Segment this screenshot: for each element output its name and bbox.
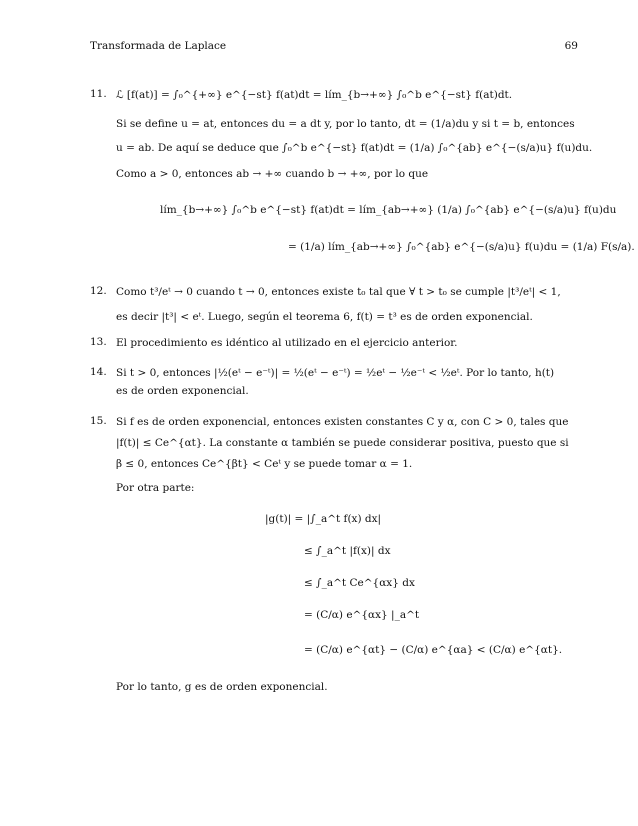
page-number: 69 (564, 40, 578, 52)
formula-line: = (C/α) e^{αx} |_a^t (304, 609, 420, 621)
text-line: es decir |t³| < eᵗ. Luego, según el teorema 6, f(t) = t³ es de orden exponencial. (116, 311, 533, 323)
text-line: es de orden exponencial. (116, 385, 249, 397)
formula-line: ≤ ∫_a^t Ce^{αx} dx (304, 577, 415, 589)
item-number: 14. (90, 366, 107, 378)
formula-line: ℒ [f(at)] = ∫₀^{+∞} e^{−st} f(at)dt = lím_{b→+∞} ∫₀^b e^{−st} f(at)dt. (116, 89, 513, 101)
text-line: Como t³/eᵗ → 0 cuando t → 0, entonces existe t₀ tal que ∀ t > t₀ se cumple |t³/eᵗ| < 1, (116, 286, 561, 298)
item-number: 15. (90, 415, 107, 427)
formula-line: ≤ ∫_a^t |f(x)| dx (304, 545, 391, 557)
text-line: Si f es de orden exponencial, entonces existen constantes C y α, con C > 0, tales que (116, 416, 569, 428)
text-line: Si t > 0, entonces |½(eᵗ − e⁻ᵗ)| = ½(eᵗ − e⁻ᵗ) = ½eᵗ − ½e⁻ᵗ < ½eᵗ. Por lo tanto, h(t) (116, 367, 555, 379)
item-number: 11. (90, 88, 107, 100)
text-line: β ≤ 0, entonces Ce^{βt} < Ceᵗ y se puede tomar α = 1. (116, 458, 413, 470)
item-number: 13. (90, 336, 107, 348)
text-line: Como a > 0, entonces ab → +∞ cuando b → +∞, por lo que (116, 168, 429, 180)
formula-line: = (C/α) e^{αt} − (C/α) e^{αa} < (C/α) e^{αt}. (304, 644, 563, 656)
formula-line: lím_{b→+∞} ∫₀^b e^{−st} f(at)dt = lím_{ab→+∞} (1/a) ∫₀^{ab} e^{−(s/a)u} f(u)du (160, 204, 617, 216)
item-number: 12. (90, 285, 107, 297)
text-line: u = ab. De aquí se deduce que ∫₀^b e^{−st} f(at)dt = (1/a) ∫₀^{ab} e^{−(s/a)u} f(u)du. (116, 142, 593, 154)
running-header-title: Transformada de Laplace (90, 40, 227, 52)
text-line: Por lo tanto, g es de orden exponencial. (116, 681, 328, 693)
formula-line: |g(t)| = |∫_a^t f(x) dx| (265, 513, 382, 525)
text-line: Por otra parte: (116, 482, 195, 494)
text-line: Si se define u = at, entonces du = a dt y, por lo tanto, dt = (1/a)du y si t = b, entonces (116, 118, 575, 130)
text-line: El procedimiento es idéntico al utilizado en el ejercicio anterior. (116, 337, 458, 349)
formula-line: = (1/a) lím_{ab→+∞} ∫₀^{ab} e^{−(s/a)u} f(u)du = (1/a) F(s/a). (288, 241, 635, 253)
text-line: |f(t)| ≤ Ce^{αt}. La constante α también se puede considerar positiva, puesto que si (116, 437, 569, 449)
